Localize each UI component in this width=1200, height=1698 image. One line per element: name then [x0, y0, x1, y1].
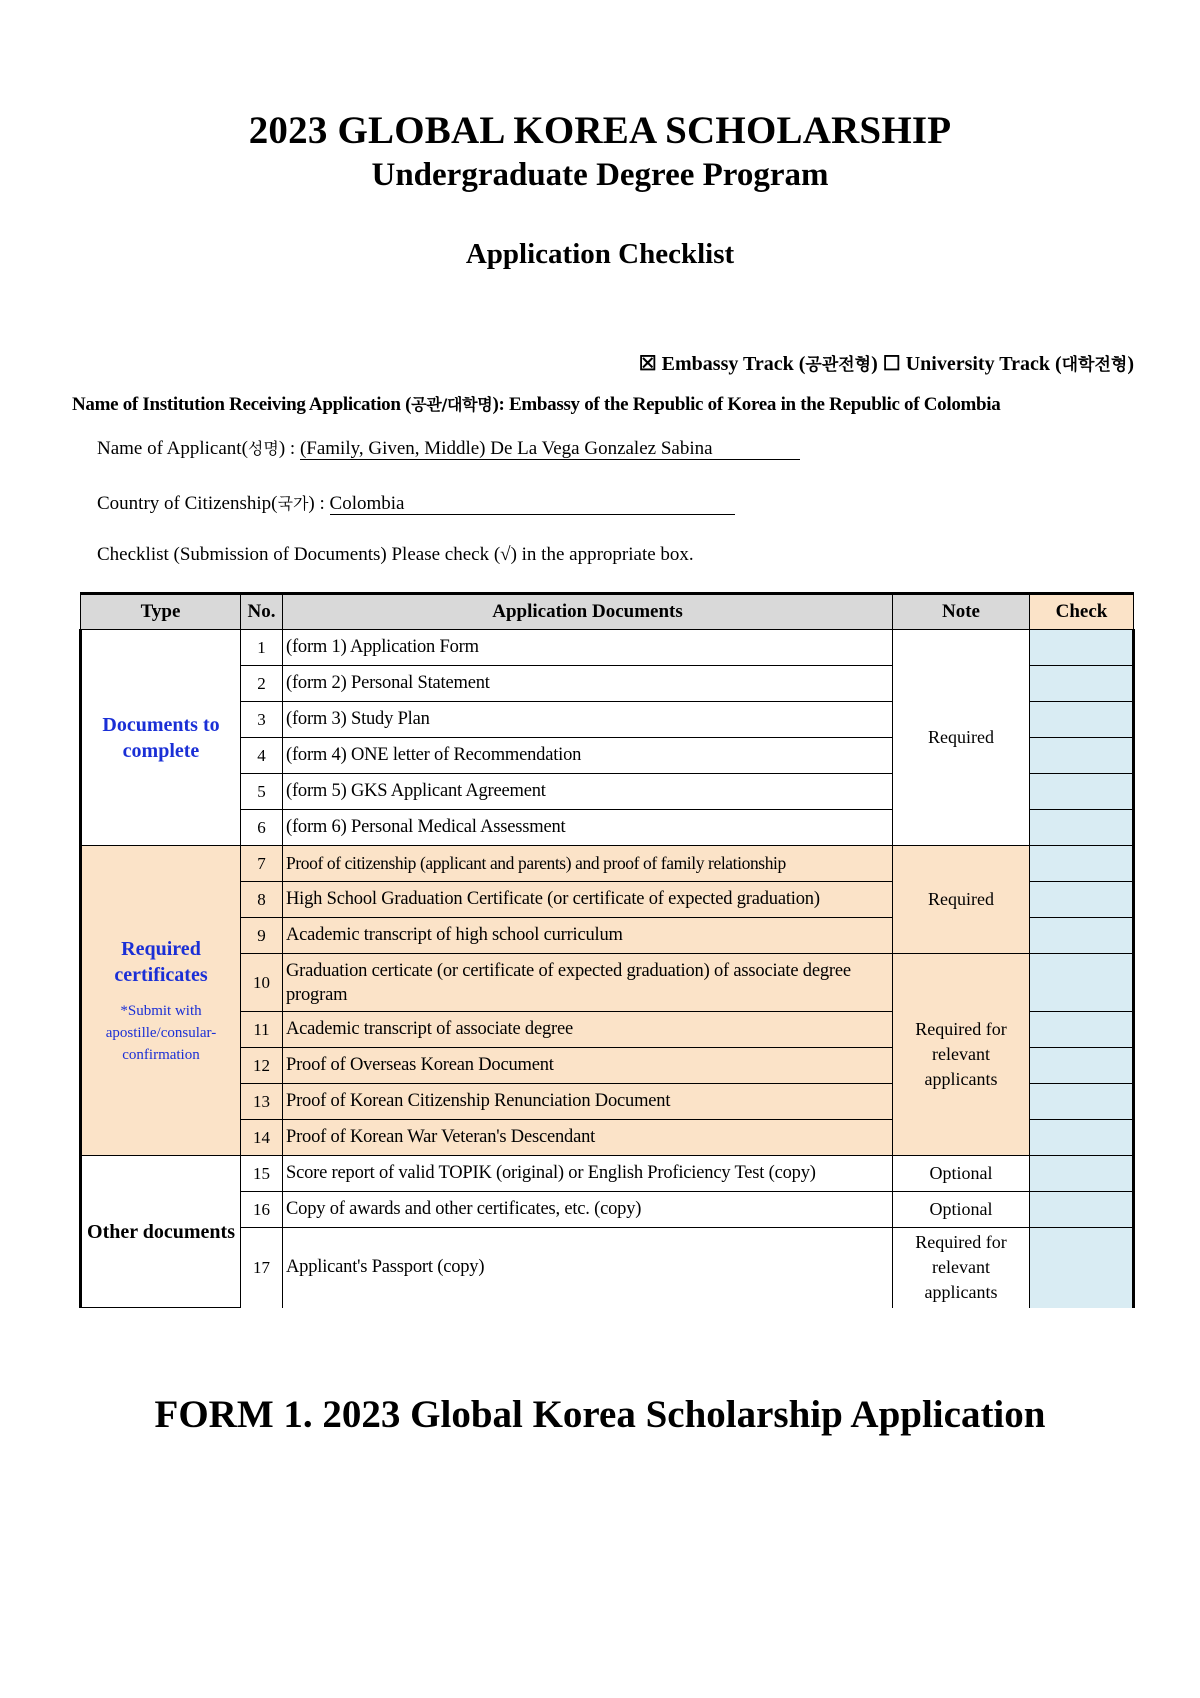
check-cell[interactable]	[1030, 1120, 1134, 1156]
embassy-track-checkbox[interactable]: ☒	[638, 353, 657, 375]
check-cell[interactable]	[1030, 1012, 1134, 1048]
table-row	[81, 1156, 1134, 1192]
check-cell[interactable]	[1030, 1228, 1134, 1308]
table-row	[81, 630, 1134, 666]
check-cell[interactable]	[1030, 702, 1134, 738]
group-other-documents: Other documents	[81, 1156, 241, 1308]
row-number: 17	[241, 1228, 283, 1308]
header-documents: Application Documents	[283, 594, 893, 630]
citizenship-field[interactable]: Colombia	[330, 494, 735, 515]
check-cell[interactable]	[1030, 738, 1134, 774]
row-document: (form 3) Study Plan	[283, 702, 893, 738]
application-checklist-table	[79, 592, 1135, 1308]
check-cell[interactable]	[1030, 1048, 1134, 1084]
applicant-name-label: Name of Applicant(	[97, 438, 248, 459]
check-cell[interactable]	[1030, 774, 1134, 810]
header-note: Note	[893, 594, 1030, 630]
note-optional: Optional	[893, 1192, 1030, 1228]
applicant-name-label-kr: 성명	[247, 439, 279, 458]
row-document: Proof of citizenship (applicant and parents) and proof of family relationship	[283, 846, 893, 882]
check-cell[interactable]	[1030, 810, 1134, 846]
row-number: 2	[241, 666, 283, 702]
embassy-track-label-kr: 공관전형	[805, 355, 872, 375]
row-number: 8	[241, 882, 283, 918]
check-cell[interactable]	[1030, 666, 1134, 702]
header-check: Check	[1030, 594, 1134, 630]
row-document: Proof of Korean War Veteran's Descendant	[283, 1120, 893, 1156]
row-document: (form 6) Personal Medical Assessment	[283, 810, 893, 846]
institution-label: Name of Institution Receiving Application (	[72, 394, 412, 415]
group-required-certificates-label: Required certificates	[114, 937, 208, 986]
university-track-label: University Track (	[905, 353, 1062, 375]
row-number: 5	[241, 774, 283, 810]
row-document: High School Graduation Certificate (or certificate of expected graduation)	[283, 882, 893, 918]
row-document: Academic transcript of associate degree	[283, 1012, 893, 1048]
note-required: Required	[893, 630, 1030, 846]
group-documents-to-complete: Documents to complete	[81, 630, 241, 846]
header-no: No.	[241, 594, 283, 630]
row-number: 11	[241, 1012, 283, 1048]
check-cell[interactable]	[1030, 846, 1134, 882]
citizenship-label: Country of Citizenship(	[97, 493, 278, 514]
row-number: 4	[241, 738, 283, 774]
row-number: 16	[241, 1192, 283, 1228]
row-document: Proof of Korean Citizenship Renunciation Document	[283, 1084, 893, 1120]
row-number: 1	[241, 630, 283, 666]
checklist-instruction: Checklist (Submission of Documents) Please check (√) in the appropriate box.	[97, 544, 694, 565]
row-document: Proof of Overseas Korean Document	[283, 1048, 893, 1084]
applicant-name-label-end: ) :	[278, 438, 300, 459]
institution-label-kr: 공관/대학명	[411, 395, 493, 414]
header-type: Type	[81, 594, 241, 630]
row-document: (form 1) Application Form	[283, 630, 893, 666]
note-required-for-relevant: Required for relevant applicants	[893, 954, 1030, 1156]
note-required: Required	[893, 846, 1030, 954]
check-cell[interactable]	[1030, 630, 1134, 666]
row-number: 15	[241, 1156, 283, 1192]
citizenship-line	[97, 491, 735, 515]
row-document: Score report of valid TOPIK (original) or English Proficiency Test (copy)	[283, 1156, 893, 1192]
section-title: Application Checklist	[465, 238, 735, 270]
row-number: 9	[241, 918, 283, 954]
row-document: Graduation certicate (or certificate of expected graduation) of associate degree program	[283, 954, 893, 1012]
row-number: 12	[241, 1048, 283, 1084]
citizenship-label-end: ) :	[308, 493, 330, 514]
table-row	[81, 846, 1134, 882]
row-number: 13	[241, 1084, 283, 1120]
applicant-name-field[interactable]: (Family, Given, Middle) De La Vega Gonzalez Sabina	[300, 439, 800, 460]
row-number: 6	[241, 810, 283, 846]
program-subtitle: Undergraduate Degree Program	[371, 157, 829, 193]
university-track-checkbox[interactable]: ☐	[882, 353, 901, 375]
check-cell[interactable]	[1030, 918, 1134, 954]
applicant-name-line	[97, 436, 800, 460]
check-cell[interactable]	[1030, 1192, 1134, 1228]
apostille-note: *Submit with apostille/consular-confirmation	[105, 1002, 217, 1063]
row-number: 14	[241, 1120, 283, 1156]
embassy-track-label: Embassy Track (	[661, 353, 806, 375]
row-document: (form 4) ONE letter of Recommendation	[283, 738, 893, 774]
group-required-certificates	[81, 846, 241, 1156]
check-cell[interactable]	[1030, 1156, 1134, 1192]
note-required-for-relevant: Required for relevant applicants	[893, 1228, 1030, 1308]
row-number: 3	[241, 702, 283, 738]
note-optional: Optional	[893, 1156, 1030, 1192]
document-title: 2023 GLOBAL KOREA SCHOLARSHIP	[248, 109, 952, 152]
institution-line: Name of Institution Receiving Application (공관/대학명): Embassy of the Republic of Korea in the Republic of Colombia	[72, 394, 1001, 415]
check-cell[interactable]	[1030, 882, 1134, 918]
track-selection: ☒ Embassy Track (공관전형) ☐ University Track (대학전형)	[638, 353, 1134, 375]
check-cell[interactable]	[1030, 954, 1134, 1012]
row-number: 10	[241, 954, 283, 1012]
university-track-label-kr: 대학전형	[1061, 355, 1128, 375]
row-document: Copy of awards and other certificates, etc. (copy)	[283, 1192, 893, 1228]
check-cell[interactable]	[1030, 1084, 1134, 1120]
row-number: 7	[241, 846, 283, 882]
form-1-title: FORM 1. 2023 Global Korea Scholarship Application	[154, 1393, 1046, 1436]
citizenship-label-kr: 국가	[277, 494, 309, 513]
institution-value: Embassy of the Republic of Korea in the Republic of Colombia	[508, 394, 1001, 415]
row-document: (form 5) GKS Applicant Agreement	[283, 774, 893, 810]
row-document: Academic transcript of high school curriculum	[283, 918, 893, 954]
row-document: Applicant's Passport (copy)	[283, 1228, 893, 1308]
row-document: (form 2) Personal Statement	[283, 666, 893, 702]
